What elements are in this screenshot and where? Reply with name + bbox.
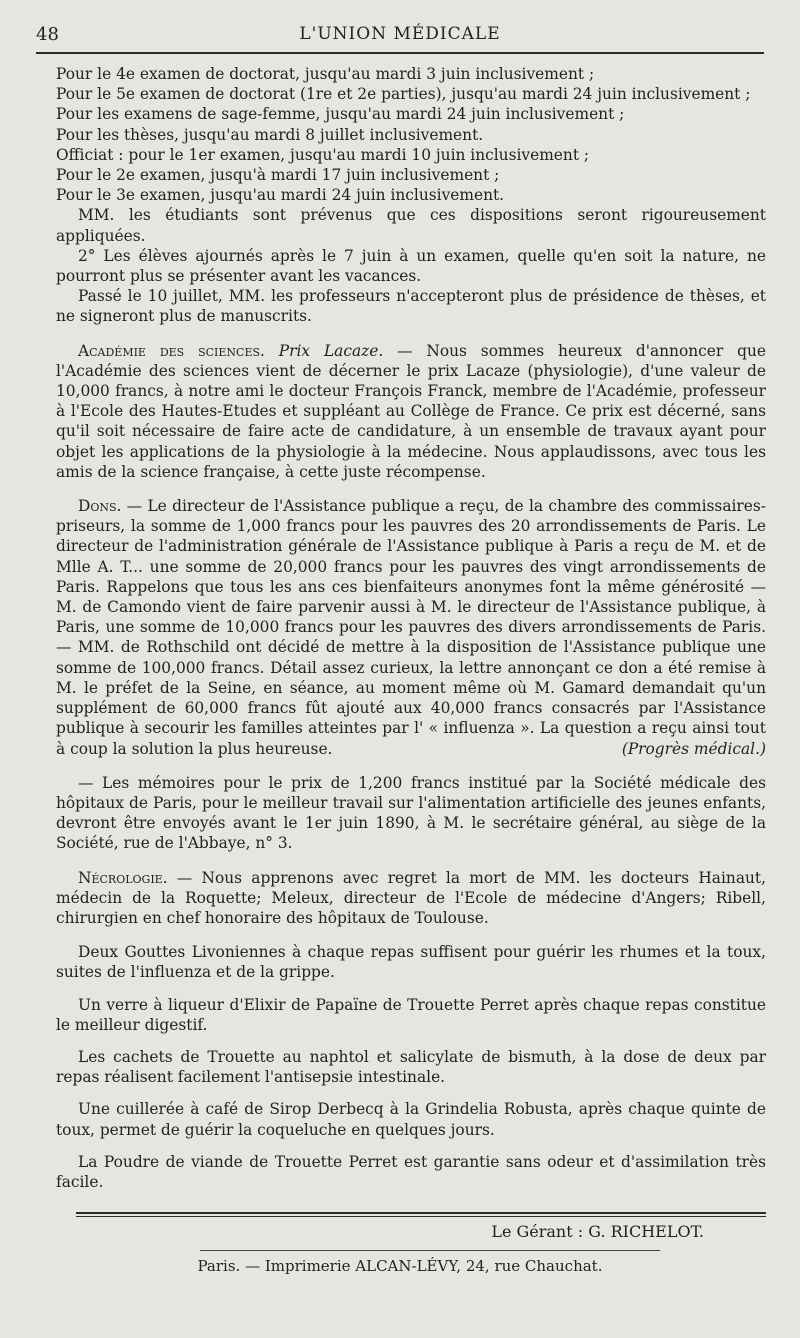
academie-paragraph xyxy=(56,341,766,482)
ad-elixir-papaine: Un verre à liqueur d'Elixir de Papaïne de Trouette Perret après chaque repas constitue le meilleur digestif. xyxy=(56,995,766,1034)
exam-line-3: Pour les examens de sage-femme, jusqu'au mardi 24 juin inclusivement ; xyxy=(56,105,625,124)
necrologie-paragraph xyxy=(56,868,766,929)
exam-line-4: Pour les thèses, jusqu'au mardi 8 juillet inclusivement. xyxy=(56,125,484,144)
ad-gouttes-livoniennes: Deux Gouttes Livoniennes à chaque repas suffisent pour guérir les rhumes et la toux, suites de l'influenza et de la grippe. xyxy=(56,943,766,982)
prix-lacaze-title: Prix Lacaze. xyxy=(278,341,384,360)
ad-sirop-derbecq: Une cuillerée à café de Sirop Derbecq à la Grindelia Robusta, après chaque quinte de toux, permet de guérir la coqueluche en quelques jours. xyxy=(56,1100,766,1139)
exam-line-2: Pour le 5e examen de doctorat (1re et 2e parties), jusqu'au mardi 24 juin inclusivement ; xyxy=(56,85,751,104)
page-number: 48 xyxy=(36,24,59,45)
footer-rule-thick xyxy=(76,1212,766,1214)
footer-rule-thin xyxy=(76,1216,766,1217)
ad-cachets-trouette: Les cachets de Trouette au naphtol et salicylate de bismuth, à la dose de deux par repas réalisent facilement l'antisepsie intestinale. xyxy=(56,1047,766,1087)
exam-line-1: Pour le 4e examen de doctorat, jusqu'au mardi 3 juin inclusivement ; xyxy=(56,65,595,83)
imprint-rule xyxy=(200,1250,660,1251)
dons-source: (Progrès médical.) xyxy=(621,739,766,758)
necrologie-body: — Nous apprenons avec regret la mort de MM. les docteurs Hainaut, médecin de la Roquette; Meleux, directeur de l'Ecole de médecine d'Angers; Ribell, chirurgien en chef honoraire des hôpitaux de Toulouse. xyxy=(56,868,766,927)
dons-body: — Le directeur de l'Assistance publique a reçu, de la chambre des commissaires-priseurs, la somme de 1,000 francs pour les pauvres des 20 arrondissements de Paris. Le directeur de l'administration générale de l'Assistance publique à Paris a reçu de M. et de Mlle A. T... une somme de 20,000 francs pour les pauvres des vingt arrondissements de Paris. Rappelons que tous les ans ces bienfaiteurs anonymes font la même générosité — M. de Camondo vient de faire parvenir aussi à M. le directeur de l'Assistance publique, à Paris, une somme de 10,000 francs pour les pauvres des divers arrondissements de Paris. — MM. de Rothschild ont décidé de mettre à la disposition de l'Assistance publique une somme de 100,000 francs. Détail assez curieux, la lettre annonçant ce don a été remise à M. le préfet de la Seine, en séance, au moment même où M. Gamard demandait qu'un supplément de 60,000 francs fût ajouté aux 40,000 francs consacrés par l'Assistance publique à secourir les familles atteintes par l' « influenza ». La question a reçu ainsi tout à coup la solution la plus heureuse. xyxy=(56,497,766,758)
gerant-signature: Le Gérant : G. RICHELOT. xyxy=(491,1222,704,1241)
ajournes-paragraph: 2° Les élèves ajournés après le 7 juin à un examen, quelle qu'en soit la nature, ne pourront plus se présenter avant les vacances. xyxy=(56,246,766,286)
notice-paragraph: MM. les étudiants sont prévenus que ces dispositions seront rigoureusement appliquées. xyxy=(56,206,766,245)
imprint-line: Paris. — Imprimerie ALCAN-LÉVY, 24, rue Chauchat. xyxy=(197,1257,603,1275)
dons-heading: Dons. xyxy=(78,497,122,516)
officiat-line-2: Pour le 2e examen, jusqu'à mardi 17 juin inclusivement ; xyxy=(56,166,500,185)
academie-body: — Nous sommes heureux d'annoncer que l'Académie des sciences vient de décerner le prix Lacaze (physiologie), d'une valeur de 10,000 francs, à notre ami le docteur François Franck, membre de l'Académie, professeur à l'Ecole des Hautes-Etudes et suppléant au Collège de France. Ce prix est décerné, sans qu'il soit nécessaire de faire acte de candidature, à un ensemble de travaux ayant pour objet les applications de la physiologie à la médecine. Nous applaudissons, avec tous les amis de la science française, à cette juste récompense. xyxy=(56,341,766,481)
officiat-line-1: Officiat : pour le 1er examen, jusqu'au mardi 10 juin inclusivement ; xyxy=(56,145,590,164)
dons-paragraph xyxy=(56,496,766,759)
article-body xyxy=(56,64,766,1192)
ad-poudre-viande: La Poudre de viande de Trouette Perret est garantie sans odeur et d'assimilation très facile. xyxy=(56,1152,766,1191)
memoires-paragraph: — Les mémoires pour le prix de 1,200 francs institué par la Société médicale des hôpitaux de Paris, pour le meilleur travail sur l'alimentation artificielle des jeunes enfants, devront être envoyés avant le 1er juin 1890, à M. le secrétaire général, au siège de la Société, rue de l'Abbaye, n° 3. xyxy=(56,773,766,853)
necrologie-heading: Nécrologie. xyxy=(78,868,168,887)
running-title: L'UNION MÉDICALE xyxy=(299,24,501,44)
header-rule xyxy=(36,52,764,54)
theses-paragraph: Passé le 10 juillet, MM. les professeurs n'accepteront plus de présidence de thèses, et ne signeront plus de manuscrits. xyxy=(56,287,766,326)
academie-heading: Académie des sciences. xyxy=(78,341,265,360)
officiat-line-3: Pour le 3e examen, jusqu'au mardi 24 juin inclusivement. xyxy=(56,186,505,205)
page-header xyxy=(0,22,800,52)
